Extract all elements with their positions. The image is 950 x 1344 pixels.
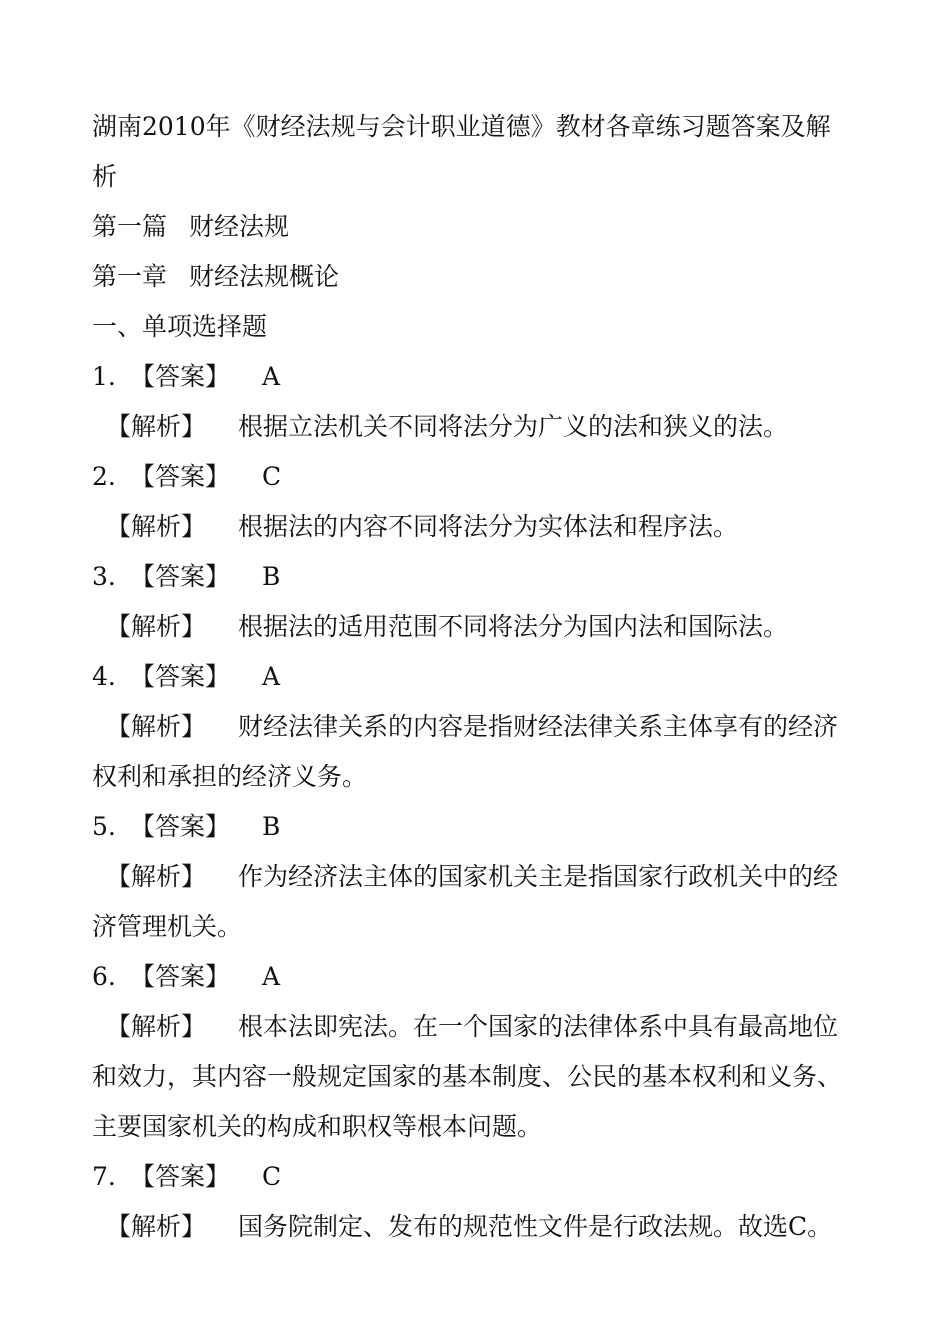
answer-label: 【答案】	[130, 1162, 231, 1191]
chapter-heading	[92, 252, 867, 302]
answer-value: B	[262, 562, 281, 591]
question-number: 2.	[92, 462, 116, 491]
section-heading: 一、单项选择题	[92, 312, 268, 341]
answer-value: B	[262, 812, 281, 841]
analysis-line	[92, 402, 867, 452]
analysis-label: 【解析】	[106, 612, 207, 641]
analysis-label: 【解析】	[106, 412, 207, 441]
analysis-line	[92, 602, 867, 652]
analysis-line	[92, 852, 867, 902]
document-page	[92, 102, 867, 1252]
analysis-label: 【解析】	[106, 1012, 207, 1041]
analysis-text: 财经法律关系的内容是指财经法律关系主体享有的经济	[238, 712, 839, 741]
answer-value: C	[262, 1162, 282, 1191]
question-number: 4.	[92, 662, 116, 691]
answer-label: 【答案】	[130, 562, 231, 591]
question-number: 1.	[92, 362, 116, 391]
analysis-label: 【解析】	[106, 862, 207, 891]
answer-value: C	[262, 462, 282, 491]
answer-line	[92, 952, 867, 1002]
question-number: 5.	[92, 812, 116, 841]
analysis-text: 根据法的适用范围不同将法分为国内法和国际法。	[238, 612, 789, 641]
analysis-line	[92, 502, 867, 552]
analysis-text: 国务院制定、发布的规范性文件是行政法规。故选C。	[238, 1212, 833, 1241]
answer-value: A	[262, 662, 281, 691]
answer-line	[92, 802, 867, 852]
question-number: 3.	[92, 562, 116, 591]
analysis-line	[92, 702, 867, 752]
answer-label: 【答案】	[130, 812, 231, 841]
answer-line	[92, 452, 867, 502]
part-name: 财经法规	[189, 212, 290, 241]
analysis-text: 作为经济法主体的国家机关主是指国家行政机关中的经	[238, 862, 839, 891]
analysis-label: 【解析】	[106, 712, 207, 741]
question-number: 6.	[92, 962, 116, 991]
analysis-label: 【解析】	[106, 512, 207, 541]
answer-line	[92, 652, 867, 702]
part-heading	[92, 202, 867, 252]
chapter-number: 第一章	[92, 262, 168, 291]
analysis-text: 根据法的内容不同将法分为实体法和程序法。	[238, 512, 739, 541]
answer-value: A	[262, 962, 281, 991]
answer-line	[92, 1152, 867, 1202]
answer-label: 【答案】	[130, 362, 231, 391]
answer-line	[92, 352, 867, 402]
analysis-line	[92, 1202, 867, 1252]
document-title-line-2: 析	[92, 162, 118, 191]
answer-value: A	[262, 362, 281, 391]
analysis-continuation: 济管理机关。	[92, 912, 243, 941]
analysis-label: 【解析】	[106, 1212, 207, 1241]
question-number: 7.	[92, 1162, 116, 1191]
analysis-continuation: 权利和承担的经济义务。	[92, 762, 368, 791]
analysis-continuation: 和效力，其内容一般规定国家的基本制度、公民的基本权利和义务、	[92, 1062, 843, 1091]
document-title-line-1: 湖南2010年《财经法规与会计职业道德》教材各章练习题答案及解	[92, 112, 831, 141]
answer-label: 【答案】	[130, 662, 231, 691]
analysis-continuation: 主要国家机关的构成和职权等根本问题。	[92, 1112, 543, 1141]
analysis-text: 根本法即宪法。在一个国家的法律体系中具有最高地位	[238, 1012, 839, 1041]
answer-label: 【答案】	[130, 962, 231, 991]
chapter-name: 财经法规概论	[189, 262, 340, 291]
answer-label: 【答案】	[130, 462, 231, 491]
answer-line	[92, 552, 867, 602]
analysis-text: 根据立法机关不同将法分为广义的法和狭义的法。	[238, 412, 789, 441]
part-number: 第一篇	[92, 212, 168, 241]
analysis-line	[92, 1002, 867, 1052]
